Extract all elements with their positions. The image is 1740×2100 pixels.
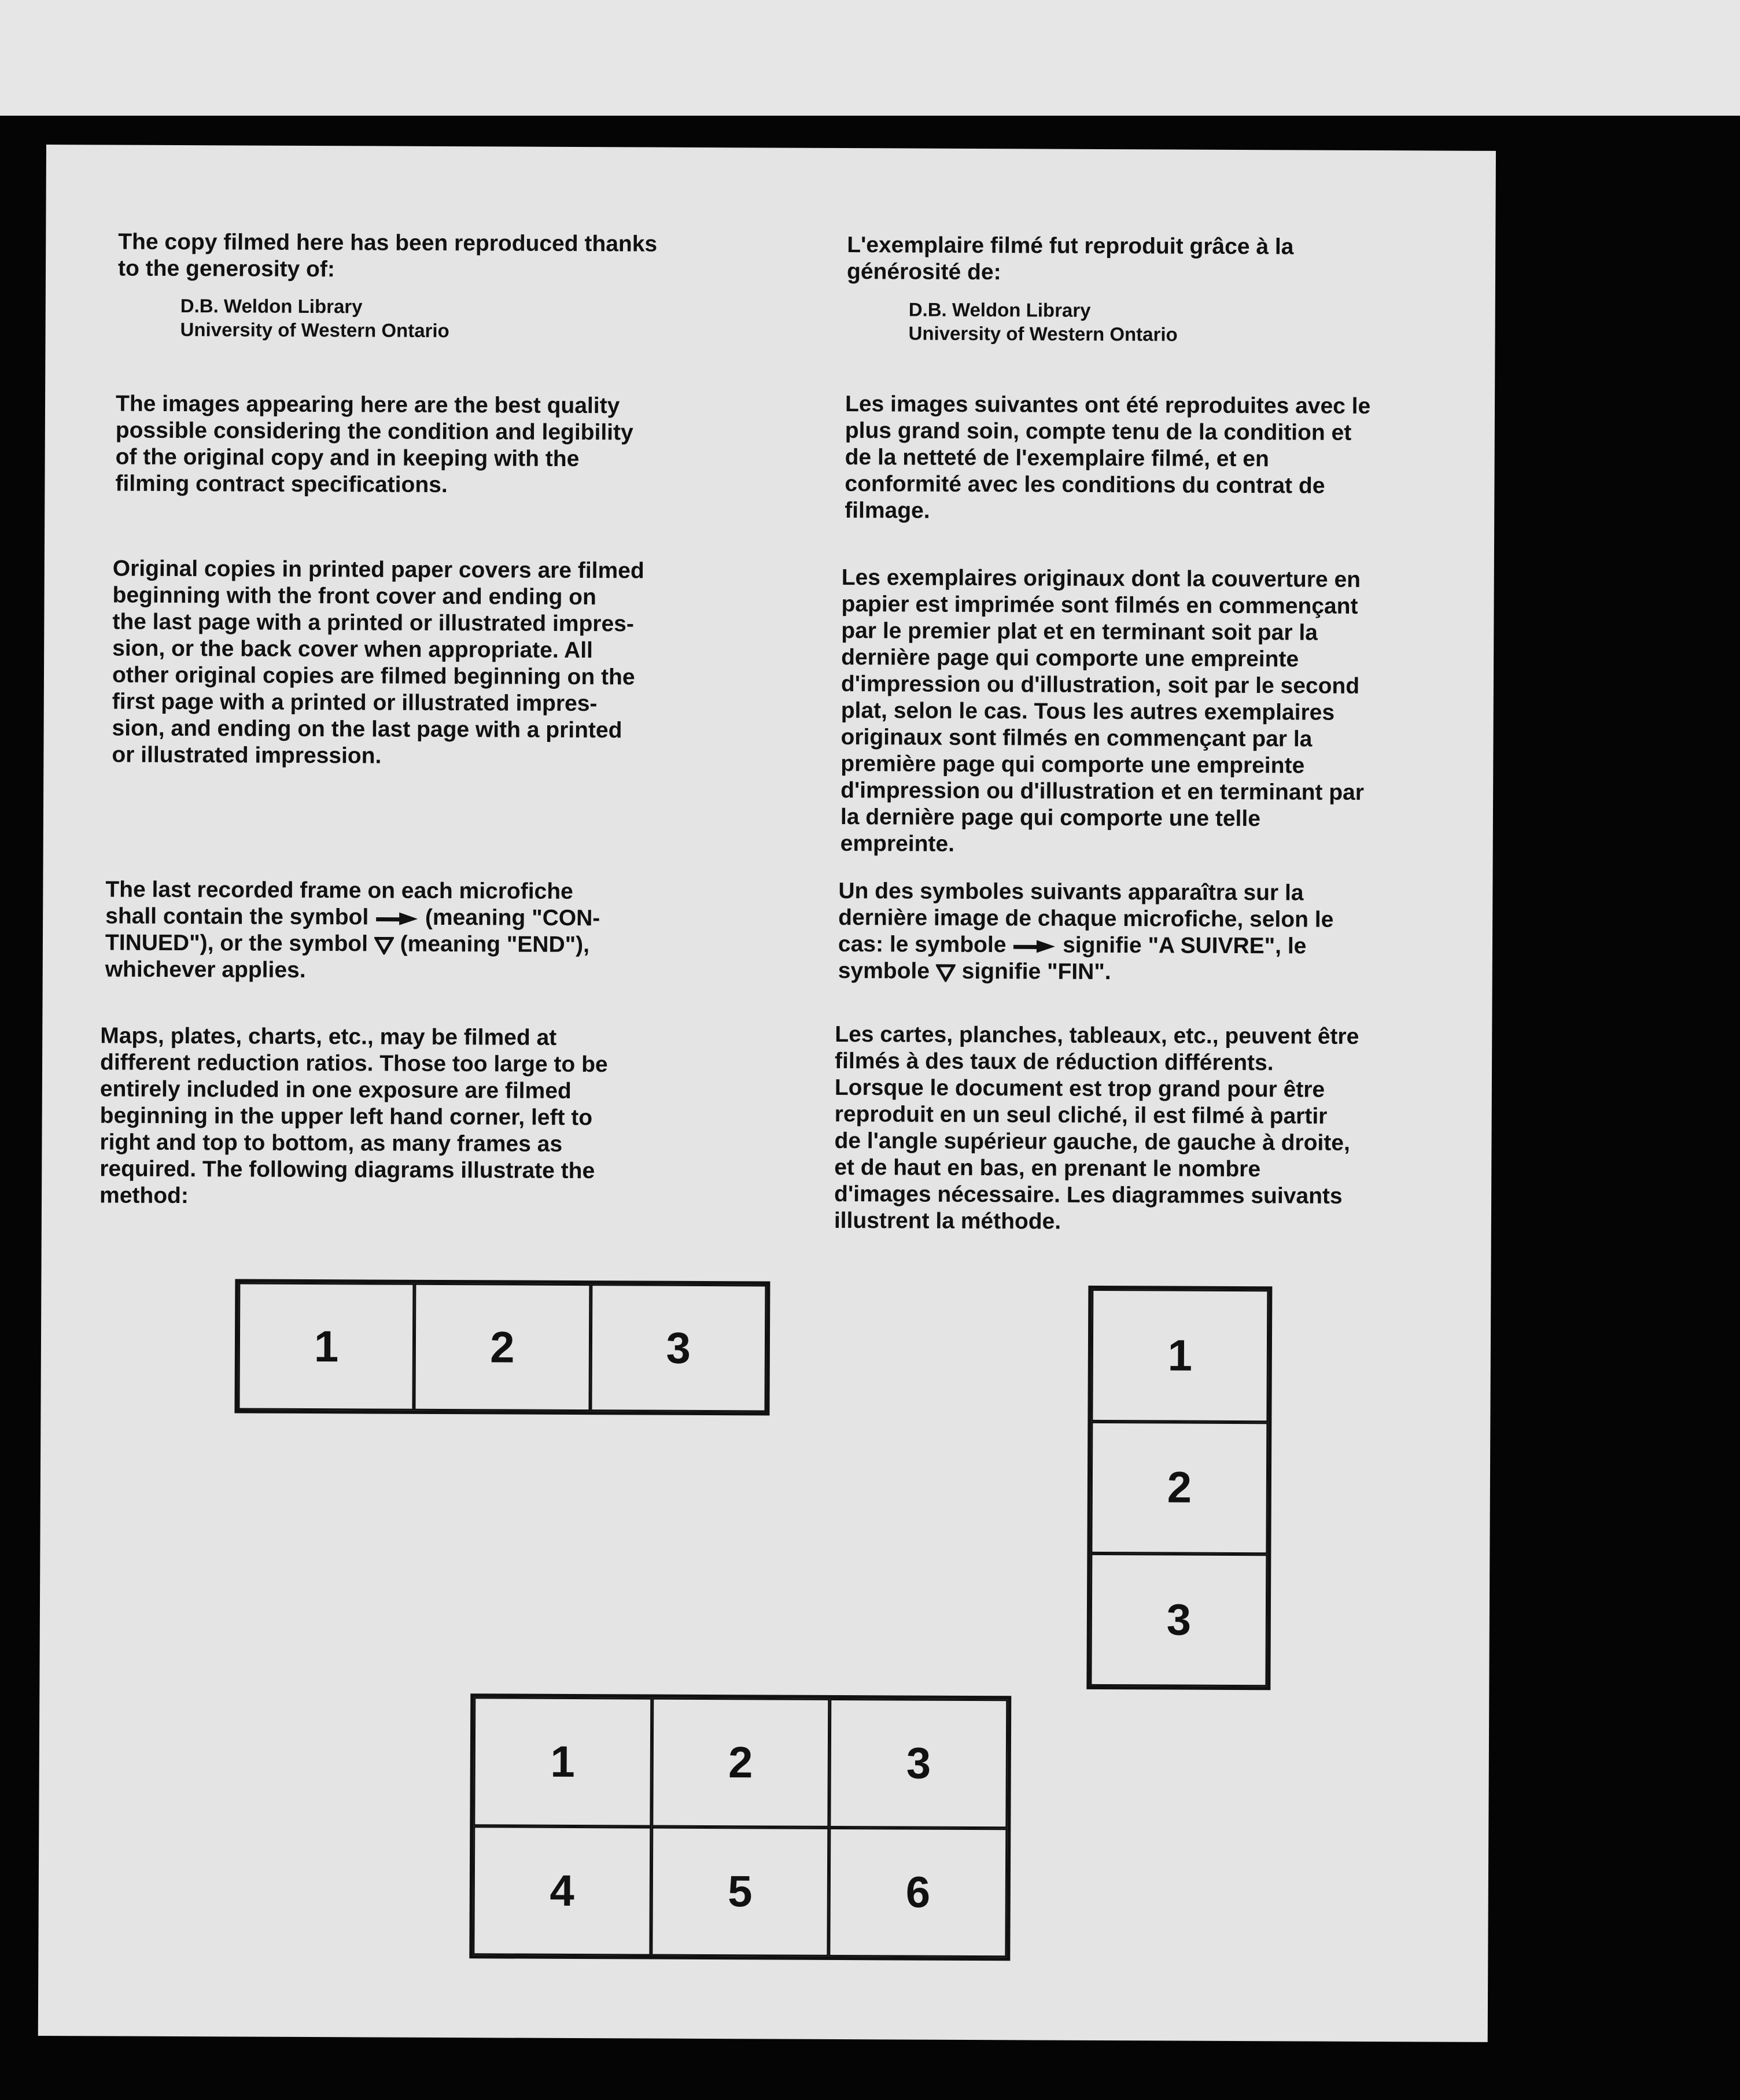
- right-library: D.B. Weldon Library University of Western Ontario: [908, 298, 1178, 345]
- left-symbols: [105, 876, 600, 985]
- frame-cell: 1: [473, 1697, 652, 1826]
- end-triangle-icon: [374, 936, 394, 954]
- frame-cell: 5: [651, 1827, 830, 1957]
- end-triangle-icon: [936, 963, 956, 981]
- left-symbols-part-3: (meaning "END"), whichever applies.: [105, 931, 590, 983]
- diagram-two-by-three-grid: [469, 1693, 1011, 1961]
- frame-cell: 2: [1090, 1422, 1268, 1555]
- frame-cell: 4: [473, 1826, 651, 1955]
- left-intro: The copy filmed here has been reproduced thanks to the generosity of:: [117, 229, 658, 282]
- diagram-horizontal-strip: [234, 1279, 770, 1415]
- frame-cell: 1: [238, 1282, 414, 1410]
- left-covers: Original copies in printed paper covers are filmed beginning with the front cover and ending on the last page with a printed or illustrated impres- sion, or the back cover when appropriate. All other original copies are filmed beginning on the first page with a printed or illustrated impres- sion, and ending on the last page with a printed or illustrated impression.: [112, 556, 644, 769]
- target-sheet: [38, 145, 1496, 2042]
- frame-cell: 1: [1091, 1289, 1269, 1422]
- right-maps: Les cartes, planches, tableaux, etc., peuvent être filmés à des taux de réduction différents. Lorsque le document est trop grand pour être reproduit en un seul cliché, il est filmé à partir de l'angle supérieur gauche, de gauche à droite, et de haut en bas, en prenant le nombre d'images nécessaire. Les diagrammes suivants illustrent la méthode.: [834, 1021, 1359, 1234]
- right-symbols: [838, 878, 1334, 987]
- scan-top-margin: [0, 0, 1740, 116]
- frame-cell: 2: [414, 1283, 591, 1411]
- frame-cell: 3: [830, 1699, 1008, 1828]
- left-symbols-part-2: (meaning "CON- TINUED"), or the symbol: [105, 905, 600, 957]
- frame-cell: 3: [1090, 1553, 1267, 1686]
- frame-cell: 3: [590, 1284, 766, 1412]
- right-quality: Les images suivantes ont été reproduites avec le plus grand soin, compte tenu de la condition et de la netteté de l'exemplaire filmé, et en conformité avec les conditions du contrat de filmage.: [845, 392, 1371, 523]
- left-quality: The images appearing here are the best quality possible considering the condition and legibility of the original copy and in keeping with the filming contract specifications.: [115, 391, 633, 498]
- left-library: D.B. Weldon Library University of Western Ontario: [180, 295, 449, 342]
- continued-arrow-icon: [1012, 938, 1056, 955]
- left-maps: Maps, plates, charts, etc., may be filmed at different reduction ratios. Those too large to be entirely included in one exposure are filmed beginning in the upper left hand corner, left to right and top to bottom, as many frames as required. The following diagrams illustrate the method:: [99, 1023, 608, 1209]
- right-symbols-part-3: signifie "FIN".: [955, 958, 1111, 985]
- continued-arrow-icon: [375, 910, 419, 927]
- frame-cell: 6: [829, 1828, 1008, 1957]
- diagram-vertical-strip: [1086, 1286, 1272, 1690]
- right-covers: Les exemplaires originaux dont la couverture en papier est imprimée sont filmés en commençant par le premier plat et en terminant soit par la dernière page qui comporte une empreinte d'impression ou d'illustration, soit par le second plat, selon le cas. Tous les autres exemplaires originaux sont filmés en commençant par la première page qui comporte une empreinte d'impression ou d'illustration et en terminant par la dernière page qui comporte une telle empreinte.: [840, 565, 1365, 857]
- right-symbols-part-2: signifie "A SUIVRE", le symbole: [838, 932, 1307, 984]
- right-intro: L'exemplaire filmé fut reproduit grâce à la générosité de:: [846, 232, 1294, 285]
- left-symbols-part-1: The last recorded frame on each microfiche shall contain the symbol: [105, 877, 573, 930]
- right-symbols-part-1: Un des symboles suivants apparaîtra sur la dernière image de chaque microfiche, selon le cas: le symbole: [838, 878, 1334, 958]
- frame-cell: 2: [651, 1698, 830, 1828]
